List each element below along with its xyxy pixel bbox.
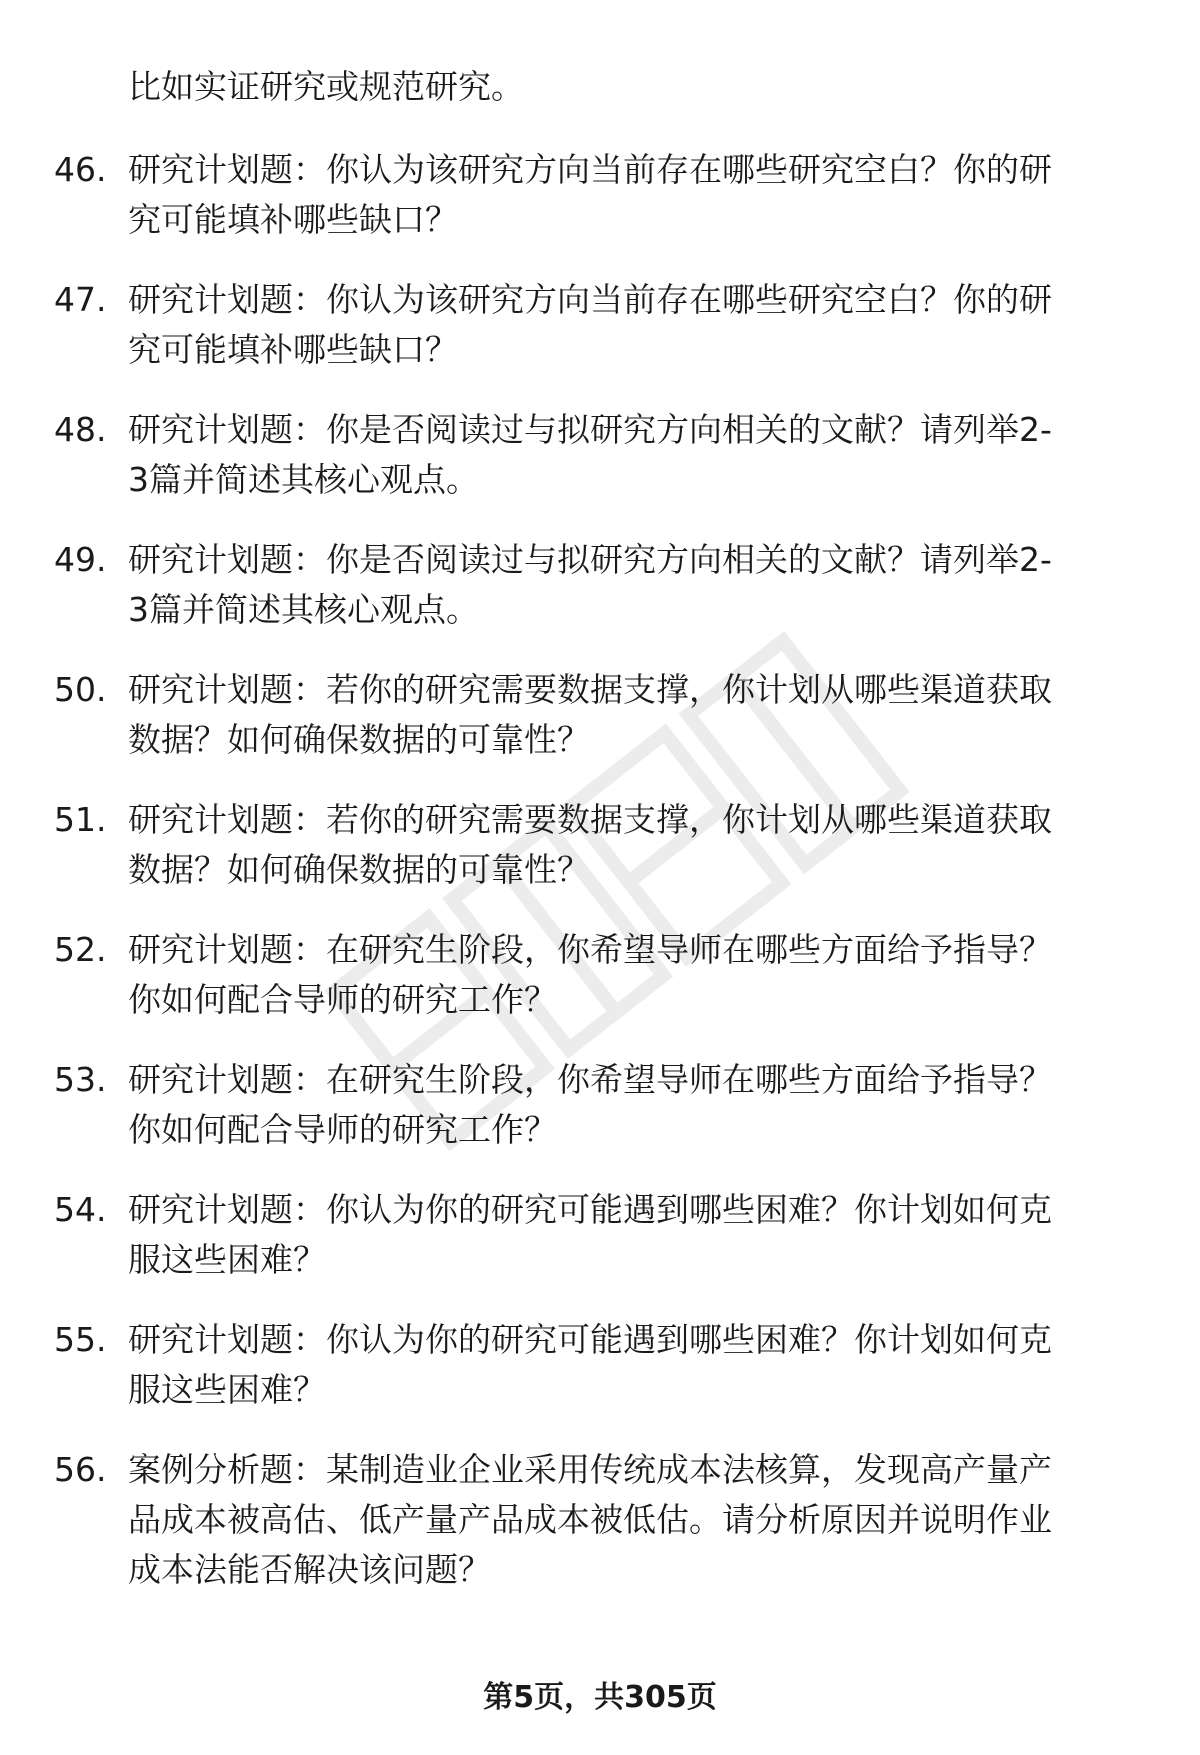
question-item [0,1445,1200,1625]
question-text [128,275,1148,375]
question-line: 数据？如何确保数据的可靠性？ [128,720,590,759]
question-item [0,535,1200,665]
question-number: 53. [54,1060,107,1099]
question-line: 研究计划题：在研究生阶段，你希望导师在哪些方面给予指导？ [128,1060,1052,1099]
question-item [0,405,1200,535]
question-item [0,1185,1200,1315]
question-line: 案例分析题：某制造业企业采用传统成本法核算，发现高产量产 [128,1450,1052,1489]
question-line: 研究计划题：你认为该研究方向当前存在哪些研究空白？你的研 [128,280,1052,319]
question-number: 51. [54,800,107,839]
question-number: 47. [54,280,107,319]
question-line: 研究计划题：若你的研究需要数据支撑，你计划从哪些渠道获取 [128,800,1052,839]
question-line: 研究计划题：你是否阅读过与拟研究方向相关的文献？请列举2- [128,410,1052,449]
question-line: 研究计划题：你认为该研究方向当前存在哪些研究空白？你的研 [128,150,1052,189]
question-line: 研究计划题：在研究生阶段，你希望导师在哪些方面给予指导？ [128,930,1052,969]
continuation-text: 比如实证研究或规范研究。 [128,67,524,106]
question-text [128,665,1148,765]
question-item [0,925,1200,1055]
question-item [0,795,1200,925]
question-number: 46. [54,150,107,189]
question-text [128,1185,1148,1285]
question-line: 研究计划题：若你的研究需要数据支撑，你计划从哪些渠道获取 [128,670,1052,709]
question-line: 成本法能否解决该问题？ [128,1550,491,1589]
question-line: 服这些困难？ [128,1240,326,1279]
question-item [0,145,1200,275]
question-line: 研究计划题：你认为你的研究可能遇到哪些困难？你计划如何克 [128,1320,1052,1359]
question-line: 数据？如何确保数据的可靠性？ [128,850,590,889]
question-number: 56. [54,1450,107,1489]
question-text [128,795,1148,895]
question-text [128,1445,1148,1595]
question-number: 50. [54,670,107,709]
question-item [0,665,1200,795]
question-line: 究可能填补哪些缺口？ [128,200,458,239]
question-text [128,535,1148,635]
question-number: 52. [54,930,107,969]
question-text [128,1315,1148,1415]
question-line: 品成本被高估、低产量产品成本被低估。请分析原因并说明作业 [128,1500,1052,1539]
page-footer: 第5页，共305页 [483,1680,717,1715]
question-line: 你如何配合导师的研究工作？ [128,1110,557,1149]
question-number: 55. [54,1320,107,1359]
question-line: 研究计划题：你认为你的研究可能遇到哪些困难？你计划如何克 [128,1190,1052,1229]
question-number: 49. [54,540,107,579]
question-item [0,1315,1200,1445]
question-line: 服这些困难？ [128,1370,326,1409]
question-text [128,145,1148,245]
question-line: 3篇并简述其核心观点。 [128,590,479,629]
question-line: 研究计划题：你是否阅读过与拟研究方向相关的文献？请列举2- [128,540,1052,579]
question-text [128,1055,1148,1155]
question-list [0,145,1200,1625]
question-line: 3篇并简述其核心观点。 [128,460,479,499]
question-number: 54. [54,1190,107,1229]
question-text [128,925,1148,1025]
question-line: 你如何配合导师的研究工作？ [128,980,557,1019]
question-line: 究可能填补哪些缺口？ [128,330,458,369]
question-item [0,1055,1200,1185]
question-number: 48. [54,410,107,449]
question-text [128,405,1148,505]
question-item [0,275,1200,405]
